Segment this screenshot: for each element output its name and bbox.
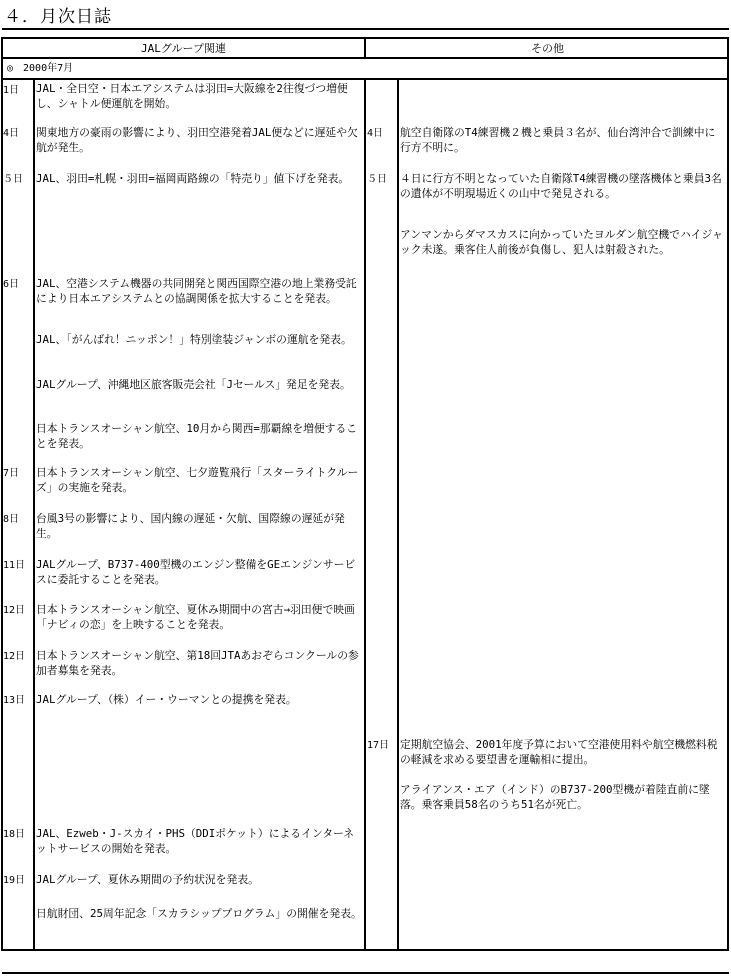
day-label: 12日 bbox=[3, 651, 26, 662]
diary-entry: JAL・全日空・日本エアシステムは羽田=大阪線を2往復づつ増便し、シャトル便運航を開始。 bbox=[36, 82, 348, 110]
day-label: 11日 bbox=[3, 560, 26, 571]
diary-entry: JAL、「がんばれ！ニッポン！」特別塗装ジャンボの運航を発表。 bbox=[36, 333, 352, 346]
divider-center bbox=[364, 78, 366, 951]
diary-entry: 日本トランスオーシャン航空、10月から関西=那覇線を増便することを発表。 bbox=[36, 422, 358, 450]
diary-entry: 定期航空協会、2001年度予算において空港使用料や航空機燃料税の軽減を求める要望書を運輸相に提出。 bbox=[400, 738, 718, 766]
day-label: 17日 bbox=[367, 740, 390, 751]
day-label: 12日 bbox=[3, 605, 26, 616]
diary-entry: アライアンス・エア（インド）のB737-200型機が着陸直前に墜落。乗客乗員58名のうち51名が死亡。 bbox=[400, 783, 710, 811]
day-label: 6日 bbox=[3, 279, 20, 290]
diary-entry: ４日に行方不明となっていた自衛隊T4練習機の墜落機体と乗員3名の遺体が不明現場近くの山中で発見される。 bbox=[400, 172, 722, 200]
header-other: その他 bbox=[366, 39, 729, 59]
month-row: ◎ 2000年7月 bbox=[3, 59, 727, 80]
diary-entry: JALグループ、沖縄地区旅客販売会社「Jセールス」発足を発表。 bbox=[36, 378, 351, 391]
day-label: 8日 bbox=[3, 514, 20, 525]
diary-entry: 航空自衛隊のT4練習機２機と乗員３名が、仙台湾沖合で訓練中に行方不明に。 bbox=[400, 126, 716, 154]
day-label: 18日 bbox=[3, 829, 26, 840]
day-label: 1日 bbox=[3, 85, 20, 96]
diary-entry: 日航財団、25周年記念「スカラシッププログラム」の開催を発表。 bbox=[36, 907, 362, 920]
diary-entry: JAL、羽田=札幌・羽田=福岡両路線の「特売り」値下げを発表。 bbox=[36, 172, 350, 185]
bottom-rule bbox=[2, 972, 729, 974]
diary-entry: JAL、Ezweb・J-スカイ・PHS（DDIポケット）によるインターネットサービスの開始を発表。 bbox=[36, 827, 355, 855]
diary-entry: JAL、空港システム機器の共同開発と関西国際空港の地上業務受託により日本エアシステムとの協調関係を拡大することを発表。 bbox=[36, 277, 357, 305]
divider-left-day bbox=[33, 78, 35, 951]
header-jal-group: JALグループ関連 bbox=[3, 39, 366, 59]
title-underline bbox=[2, 28, 729, 30]
day-label: 13日 bbox=[3, 695, 26, 706]
diary-entry: 日本トランスオーシャン航空、第18回JTAあおぞらコンクールの参加者募集を発表。 bbox=[36, 649, 359, 677]
day-label: 4日 bbox=[3, 128, 20, 139]
page-title: ４．月次日誌 bbox=[4, 7, 112, 27]
day-label: ５日 bbox=[3, 174, 23, 185]
diary-entry: JALグループ、（株）イー・ウーマンとの提携を発表。 bbox=[36, 693, 297, 706]
diary-entry: アンマンからダマスカスに向かっていたヨルダン航空機でハイジャック未遂。乗客住人前後が負傷し、犯人は射殺された。 bbox=[400, 228, 723, 256]
diary-entry: JALグループ、B737-400型機のエンジン整備をGEエンジンサービスに委託することを発表。 bbox=[36, 558, 356, 586]
diary-entry: 日本トランスオーシャン航空、七夕遊覧飛行「スターライトクルーズ」の実施を発表。 bbox=[36, 466, 359, 494]
divider-right-day bbox=[397, 78, 399, 951]
diary-entry: 台風3号の影響により、国内線の遅延・欠航、国際線の遅延が発生。 bbox=[36, 512, 345, 540]
diary-entry: JALグループ、夏休み期間の予約状況を発表。 bbox=[36, 873, 259, 886]
diary-entry: 関東地方の豪雨の影響により、羽田空港発着JAL便などに遅延や欠航が発生。 bbox=[36, 126, 358, 154]
diary-entry: 日本トランスオーシャン航空、夏休み期間中の宮古→羽田便で映画「ナビィの恋」を上映することを発表。 bbox=[36, 603, 355, 631]
day-label: 4日 bbox=[367, 128, 384, 139]
day-label: 7日 bbox=[3, 468, 20, 479]
day-label: ５日 bbox=[367, 174, 387, 185]
day-label: 19日 bbox=[3, 875, 26, 886]
